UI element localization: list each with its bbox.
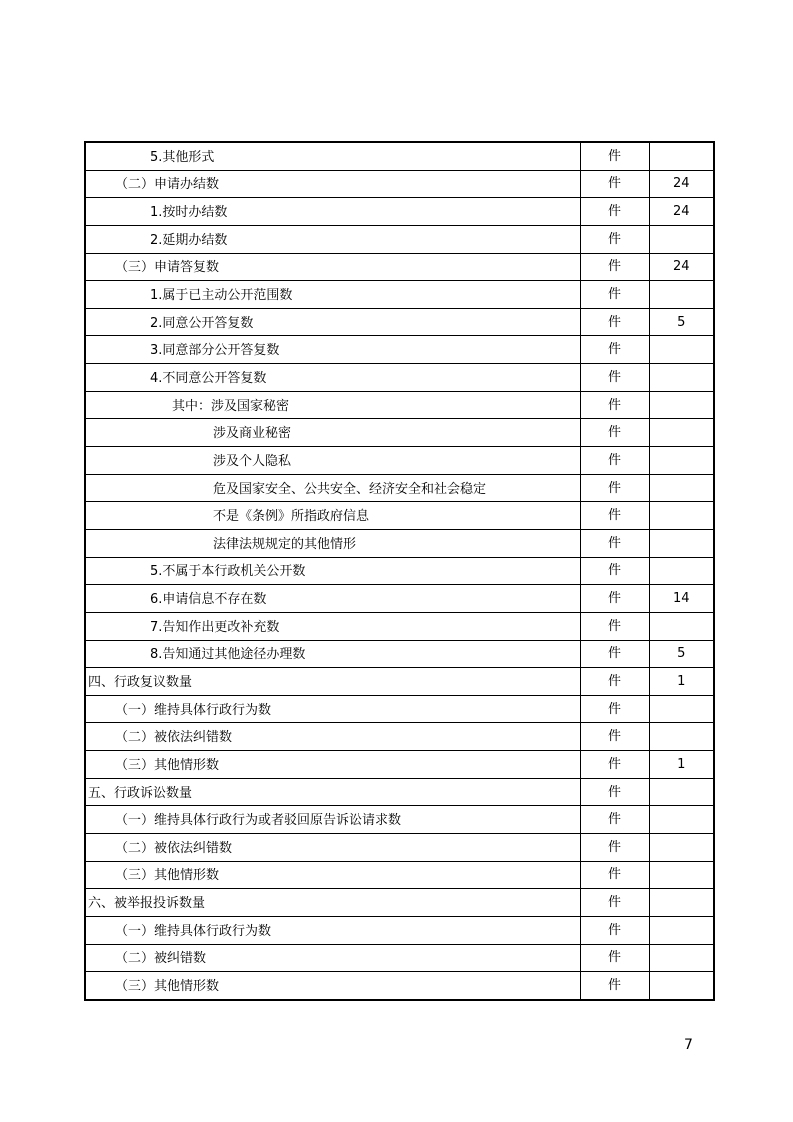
table-row	[85, 308, 714, 336]
row-unit: 件	[580, 170, 649, 198]
table-row	[85, 557, 714, 585]
row-label-cell	[85, 557, 580, 585]
table-row	[85, 778, 714, 806]
row-value	[649, 281, 714, 309]
table-row	[85, 668, 714, 696]
row-unit: 件	[580, 529, 649, 557]
row-value	[649, 419, 714, 447]
row-unit: 件	[580, 972, 649, 1000]
table-row	[85, 585, 714, 613]
row-unit: 件	[580, 253, 649, 281]
table-row	[85, 474, 714, 502]
row-label: 四、行政复议数量	[88, 674, 193, 690]
row-unit: 件	[580, 889, 649, 917]
row-label-cell	[85, 419, 580, 447]
row-value: 14	[649, 585, 714, 613]
row-unit: 件	[580, 198, 649, 226]
row-label: （二）被纠错数	[115, 951, 207, 967]
table-row	[85, 502, 714, 530]
row-label: （三）其他情形数	[115, 757, 220, 773]
row-label: （二）被依法纠错数	[115, 730, 233, 746]
row-value	[649, 723, 714, 751]
row-label-cell	[85, 861, 580, 889]
row-label: （一）维持具体行政行为数	[115, 702, 272, 718]
row-unit: 件	[580, 751, 649, 779]
row-unit: 件	[580, 225, 649, 253]
row-value	[649, 557, 714, 585]
row-unit: 件	[580, 612, 649, 640]
row-unit: 件	[580, 861, 649, 889]
table-row	[85, 419, 714, 447]
row-unit: 件	[580, 336, 649, 364]
row-value	[649, 861, 714, 889]
row-label-cell	[85, 889, 580, 917]
row-label-cell	[85, 447, 580, 475]
table-row	[85, 142, 714, 170]
row-unit: 件	[580, 668, 649, 696]
table-row	[85, 447, 714, 475]
row-label: 其中：涉及国家秘密	[172, 398, 290, 414]
table-row	[85, 364, 714, 392]
table-row	[85, 861, 714, 889]
row-value	[649, 806, 714, 834]
row-value	[649, 447, 714, 475]
row-unit: 件	[580, 281, 649, 309]
row-label-cell	[85, 640, 580, 668]
row-value	[649, 612, 714, 640]
row-label-cell	[85, 281, 580, 309]
row-value: 24	[649, 253, 714, 281]
row-unit: 件	[580, 391, 649, 419]
table-row	[85, 336, 714, 364]
row-value	[649, 142, 714, 170]
table-row	[85, 391, 714, 419]
row-label: （三）其他情形数	[115, 979, 220, 995]
row-value	[649, 336, 714, 364]
row-value	[649, 502, 714, 530]
row-value	[649, 972, 714, 1000]
row-label-cell	[85, 474, 580, 502]
table-row	[85, 834, 714, 862]
row-unit: 件	[580, 778, 649, 806]
table-row	[85, 723, 714, 751]
row-label: 五、行政诉讼数量	[88, 785, 193, 801]
row-value	[649, 695, 714, 723]
row-label-cell	[85, 695, 580, 723]
row-unit: 件	[580, 142, 649, 170]
row-label: 涉及商业秘密	[213, 426, 292, 442]
row-value	[649, 529, 714, 557]
row-value: 1	[649, 668, 714, 696]
row-label: 2.延期办结数	[150, 232, 228, 248]
row-value	[649, 944, 714, 972]
row-value	[649, 364, 714, 392]
row-label: 2.同意公开答复数	[150, 315, 254, 331]
row-label: 涉及个人隐私	[213, 453, 292, 469]
table-row	[85, 889, 714, 917]
table-row	[85, 944, 714, 972]
row-label: （三）申请答复数	[115, 260, 220, 276]
row-unit: 件	[580, 502, 649, 530]
row-label-cell	[85, 778, 580, 806]
row-label-cell	[85, 502, 580, 530]
row-label-cell	[85, 198, 580, 226]
table-row	[85, 529, 714, 557]
row-value: 24	[649, 170, 714, 198]
row-label-cell	[85, 170, 580, 198]
row-value	[649, 834, 714, 862]
row-unit: 件	[580, 834, 649, 862]
row-label-cell	[85, 916, 580, 944]
row-value	[649, 391, 714, 419]
row-label: 6.申请信息不存在数	[150, 592, 267, 608]
row-label: （一）维持具体行政行为或者驳回原告诉讼请求数	[115, 813, 402, 829]
row-label: 5.其他形式	[150, 149, 215, 165]
row-label: 六、被举报投诉数量	[88, 896, 206, 912]
row-unit: 件	[580, 944, 649, 972]
row-label: 危及国家安全、公共安全、经济安全和社会稳定	[213, 481, 487, 497]
row-label-cell	[85, 612, 580, 640]
row-label: （二）被依法纠错数	[115, 840, 233, 856]
table-row	[85, 198, 714, 226]
row-label: 1.属于已主动公开范围数	[150, 288, 293, 304]
row-label-cell	[85, 364, 580, 392]
table-row	[85, 225, 714, 253]
statistics-table	[84, 141, 715, 1001]
row-value	[649, 225, 714, 253]
row-unit: 件	[580, 640, 649, 668]
row-label: 3.同意部分公开答复数	[150, 343, 280, 359]
row-value	[649, 474, 714, 502]
row-value: 5	[649, 308, 714, 336]
row-unit: 件	[580, 806, 649, 834]
row-label-cell	[85, 336, 580, 364]
table-row	[85, 170, 714, 198]
row-value: 1	[649, 751, 714, 779]
table-row	[85, 640, 714, 668]
table-row	[85, 281, 714, 309]
row-label-cell	[85, 972, 580, 1000]
row-unit: 件	[580, 585, 649, 613]
row-value	[649, 889, 714, 917]
row-label: 4.不同意公开答复数	[150, 370, 267, 386]
row-label: 不是《条例》所指政府信息	[213, 509, 370, 525]
row-label: 7.告知作出更改补充数	[150, 619, 280, 635]
row-value: 5	[649, 640, 714, 668]
row-unit: 件	[580, 364, 649, 392]
page-number: 7	[684, 1037, 693, 1053]
row-unit: 件	[580, 557, 649, 585]
row-value	[649, 916, 714, 944]
row-label: 8.告知通过其他途径办理数	[150, 647, 306, 663]
row-label-cell	[85, 806, 580, 834]
row-label: （一）维持具体行政行为数	[115, 923, 272, 939]
row-label-cell	[85, 668, 580, 696]
row-unit: 件	[580, 474, 649, 502]
row-label-cell	[85, 253, 580, 281]
row-value	[649, 778, 714, 806]
row-label-cell	[85, 529, 580, 557]
row-label-cell	[85, 225, 580, 253]
table-row	[85, 612, 714, 640]
row-unit: 件	[580, 419, 649, 447]
table-row	[85, 751, 714, 779]
row-label: 法律法规规定的其他情形	[213, 536, 357, 552]
table-row	[85, 972, 714, 1000]
row-label-cell	[85, 585, 580, 613]
row-label-cell	[85, 723, 580, 751]
table-row	[85, 695, 714, 723]
row-label-cell	[85, 142, 580, 170]
table-row	[85, 253, 714, 281]
row-unit: 件	[580, 916, 649, 944]
row-label-cell	[85, 751, 580, 779]
table-row	[85, 806, 714, 834]
row-label-cell	[85, 391, 580, 419]
row-label-cell	[85, 834, 580, 862]
table-row	[85, 916, 714, 944]
row-label: （三）其他情形数	[115, 868, 220, 884]
row-label: （二）申请办结数	[115, 177, 220, 193]
row-value: 24	[649, 198, 714, 226]
row-unit: 件	[580, 447, 649, 475]
row-label-cell	[85, 308, 580, 336]
row-label: 5.不属于本行政机关公开数	[150, 564, 306, 580]
row-unit: 件	[580, 695, 649, 723]
row-label-cell	[85, 944, 580, 972]
row-label: 1.按时办结数	[150, 205, 228, 221]
row-unit: 件	[580, 308, 649, 336]
row-unit: 件	[580, 723, 649, 751]
